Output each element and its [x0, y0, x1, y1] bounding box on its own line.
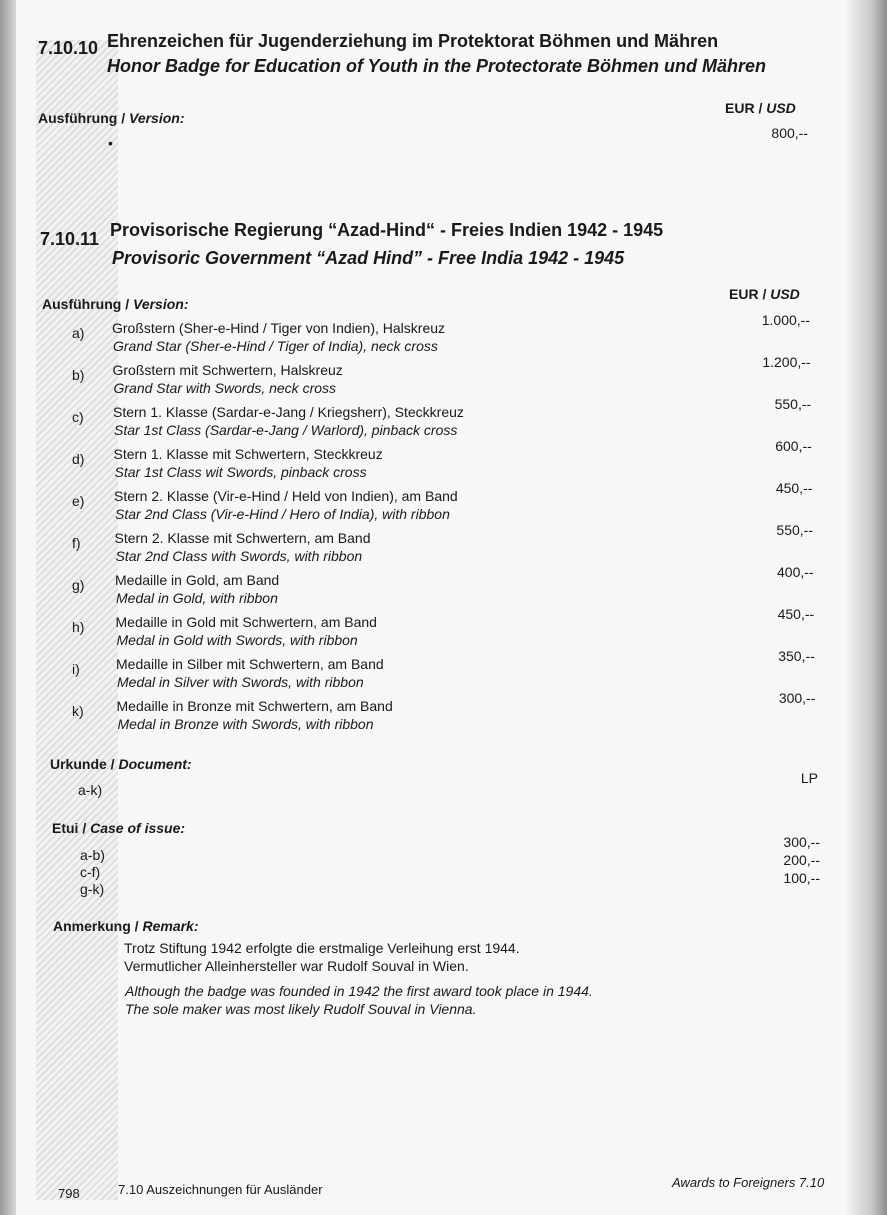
item-en: Medal in Gold with Swords, with ribbon: [116, 632, 358, 648]
item-de: Medaille in Silber mit Schwertern, am Band: [116, 656, 384, 672]
item-de: Stern 1. Klasse (Sardar-e-Jang / Kriegsherr), Steckkreuz: [113, 404, 464, 420]
item-price: 600,--: [775, 438, 812, 454]
item-en: Star 2nd Class (Vir-e-Hind / Hero of India), with ribbon: [115, 506, 450, 522]
document-label: Urkunde / Document:: [50, 756, 192, 772]
item-key: b): [72, 367, 85, 383]
item-price: 550,--: [776, 522, 813, 538]
item-price: 550,--: [774, 396, 812, 412]
remark-de-line: Vermutlicher Alleinhersteller war Rudolf Souval in Wien.: [124, 958, 469, 974]
item-key: k): [72, 703, 84, 719]
document-price: LP: [800, 770, 818, 786]
bullet: •: [108, 135, 113, 151]
item-key: a): [72, 325, 85, 341]
section-title-de: Provisorische Regierung “Azad-Hind“ - Freies Indien 1942 - 1945: [110, 220, 664, 240]
case-price: 200,--: [783, 852, 820, 868]
item-key: i): [72, 661, 80, 677]
footer-right-text: Awards to Foreigners 7.10: [672, 1175, 825, 1190]
item-en: Grand Star with Swords, neck cross: [113, 380, 337, 396]
item-de: Medaille in Gold, am Band: [115, 572, 280, 588]
case-label: Etui / Case of issue:: [52, 820, 186, 836]
section-number: 7.10.11: [40, 229, 100, 249]
item-de: Großstern mit Schwertern, Halskreuz: [112, 362, 343, 378]
item-price: 450,--: [777, 606, 815, 622]
case-price: 100,--: [783, 870, 820, 886]
item-de: Medaille in Gold mit Schwertern, am Band: [115, 614, 377, 630]
case-price: 300,--: [783, 834, 820, 850]
remark-en-line: The sole maker was most likely Rudolf Souval in Vienna.: [125, 1001, 477, 1017]
page-edge-right: [847, 0, 887, 1215]
page-number: 798: [58, 1186, 80, 1201]
item-de: Stern 1. Klasse mit Schwertern, Steckkreuz: [113, 446, 383, 462]
remark-en-line: Although the badge was founded in 1942 the first award took place in 1944.: [125, 983, 593, 999]
case-key: a-b): [80, 847, 105, 863]
section-number: 7.10.10: [38, 38, 99, 58]
item-price: 350,--: [778, 648, 815, 664]
item-key: e): [72, 493, 85, 509]
item-en: Star 2nd Class with Swords, with ribbon: [115, 548, 363, 564]
currency-header: EUR / USD: [725, 100, 796, 116]
case-key: c-f): [80, 864, 101, 880]
item-de: Stern 2. Klasse (Vir-e-Hind / Held von Indien), am Band: [114, 488, 458, 504]
price: 800,--: [771, 125, 808, 141]
item-price: 1.200,--: [762, 354, 811, 370]
item-en: Star 1st Class wit Swords, pinback cross: [114, 464, 367, 480]
item-en: Medal in Silver with Swords, with ribbon: [117, 674, 364, 690]
footer-left-text: 7.10 Auszeichnungen für Ausländer: [118, 1182, 323, 1197]
section-title-en: Honor Badge for Education of Youth in the Protectorate Böhmen und Mähren: [107, 56, 767, 76]
version-label: Ausführung / Version:: [38, 110, 185, 126]
item-en: Star 1st Class (Sardar-e-Jang / Warlord), pinback cross: [114, 422, 458, 438]
item-en: Medal in Bronze with Swords, with ribbon: [117, 716, 374, 732]
currency-header: EUR / USD: [729, 286, 800, 302]
item-price: 300,--: [778, 690, 816, 706]
section-title-en: Provisoric Government “Azad Hind” - Free India 1942 - 1945: [112, 248, 625, 268]
page-edge-left: [0, 0, 16, 1215]
item-de: Medaille in Bronze mit Schwertern, am Band: [116, 698, 393, 714]
item-key: c): [72, 409, 84, 425]
case-key: g-k): [80, 881, 105, 897]
item-en: Medal in Gold, with ribbon: [116, 590, 278, 606]
item-key: g): [72, 577, 85, 593]
item-en: Grand Star (Sher-e-Hind / Tiger of India), neck cross: [113, 338, 438, 354]
remark-de-line: Trotz Stiftung 1942 erfolgte die erstmalige Verleihung erst 1944.: [124, 940, 520, 956]
item-de: Stern 2. Klasse mit Schwertern, am Band: [114, 530, 371, 546]
item-price: 450,--: [775, 480, 813, 496]
remark-label: Anmerkung / Remark:: [53, 918, 199, 934]
item-price: 400,--: [777, 564, 814, 580]
section-title-de: Ehrenzeichen für Jugenderziehung im Protektorat Böhmen und Mähren: [107, 31, 719, 51]
item-key: d): [72, 451, 85, 467]
item-key: f): [72, 535, 81, 551]
item-key: h): [72, 619, 85, 635]
item-de: Großstern (Sher-e-Hind / Tiger von Indien), Halskreuz: [112, 320, 446, 336]
document-key: a-k): [78, 782, 103, 798]
version-label: Ausführung / Version:: [42, 296, 189, 312]
item-price: 1.000,--: [761, 312, 810, 328]
